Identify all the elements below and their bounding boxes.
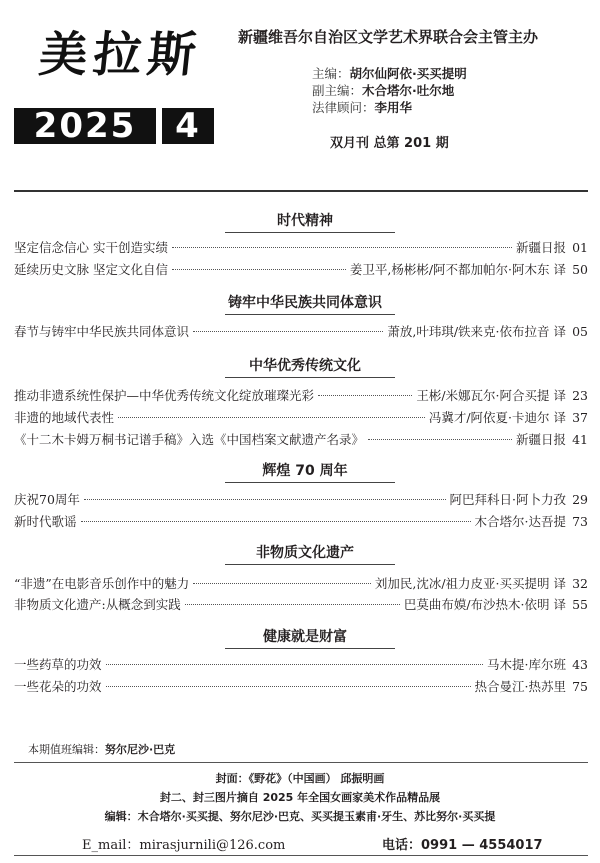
entry-page: 05 [572, 324, 588, 339]
phone-contact [382, 834, 543, 853]
entry-author: 木合塔尔·达吾提 [474, 514, 566, 529]
duty-editor [28, 741, 175, 757]
staff-editor [312, 64, 467, 82]
staff-label: 副主编： [312, 83, 363, 98]
staff-value: 李用华 [374, 100, 413, 115]
staff-label: 法律顾问： [312, 100, 375, 115]
entry-title: 推动非遗系统性保护—中华优秀传统文化绽放璀璨光彩 [14, 388, 315, 403]
entry-page: 41 [572, 432, 588, 447]
section-underline [225, 482, 395, 483]
toc-entry[interactable] [14, 238, 588, 256]
email-address[interactable]: mirasjurnili@126.com [139, 838, 286, 853]
entry-title: 坚定信念信心 实干创造实绩 [14, 240, 168, 255]
entry-page: 73 [572, 514, 588, 529]
entry-page: 37 [572, 410, 588, 425]
magazine-logo: 美拉斯 [36, 27, 205, 83]
leader-dots [193, 583, 371, 584]
divider [14, 190, 588, 192]
staff-value: 胡尔仙阿依·买买提明 [349, 66, 467, 81]
entry-author: 新疆日报 [515, 240, 566, 255]
entry-author: 姜卫平,杨彬彬/阿不都加帕尔·阿木东 译 [349, 262, 566, 277]
sponsor-line: 新疆维吾尔自治区文学艺术界联合会主管主办 [238, 28, 539, 46]
divider [14, 855, 588, 856]
toc-entry[interactable] [14, 595, 588, 613]
entry-title: 非遗的地域代表性 [14, 410, 115, 425]
email-contact [82, 834, 285, 853]
section-underline [225, 648, 395, 649]
entry-page: 29 [572, 492, 588, 507]
entry-title: 庆祝70周年 [14, 492, 80, 507]
entry-title: 新时代歌谣 [14, 514, 77, 529]
entry-author: 阿巴拜科日·阿卜力孜 [449, 492, 566, 507]
leader-dots [84, 499, 446, 500]
cover-credit: 封面：《野花》（中国画） 邱振明画 [215, 772, 385, 785]
toc-entry[interactable] [14, 512, 588, 530]
email-label: E_mail： [82, 838, 140, 853]
toc-entry[interactable] [14, 677, 588, 695]
entry-title: 非物质文化遗产:从概念到实践 [14, 597, 181, 612]
leader-dots [172, 269, 346, 270]
staff-legal-advisor [312, 98, 412, 116]
entry-page: 32 [572, 576, 588, 591]
entry-page: 43 [572, 657, 588, 672]
section-heading: 辉煌 70 周年 [262, 463, 348, 479]
duty-editor-label: 本期值班编辑： [28, 743, 105, 756]
toc-entry[interactable] [14, 490, 588, 508]
entry-author: 巴莫曲布嫫/布沙热木·依明 译 [403, 597, 566, 612]
section-heading: 时代精神 [277, 213, 333, 229]
issue-year: 2025 [14, 108, 156, 144]
entry-page: 55 [572, 597, 588, 612]
section-underline [225, 564, 395, 565]
leader-dots [193, 331, 383, 332]
issue-number: 4 [162, 108, 214, 144]
section-heading: 健康就是财富 [263, 629, 347, 645]
entry-author: 马木提·库尔班 [487, 657, 566, 672]
section-underline [225, 377, 395, 378]
leader-dots [185, 604, 400, 605]
leader-dots [368, 439, 512, 440]
toc-entry[interactable] [14, 655, 588, 673]
staff-label: 主编： [312, 66, 350, 81]
entry-author: 冯冀才/阿依夏·卡迪尔 译 [428, 410, 566, 425]
section-heading: 非物质文化遗产 [256, 545, 354, 561]
entry-title: 一些花朵的功效 [14, 679, 102, 694]
entry-author: 萧放,叶玮琪/铁来克·依布拉音 译 [387, 324, 566, 339]
toc-entry[interactable] [14, 260, 588, 278]
section-underline [225, 232, 395, 233]
leader-dots [106, 686, 471, 687]
leader-dots [318, 395, 412, 396]
divider [14, 762, 588, 763]
entry-page: 50 [572, 262, 588, 277]
entry-title: 《十二木卡姆万桐书记谱手稿》入选《中国档案文献遗产名录》 [14, 432, 365, 447]
toc-entry[interactable] [14, 430, 588, 448]
toc-entry[interactable] [14, 408, 588, 426]
section-underline [225, 314, 395, 315]
entry-page: 01 [572, 240, 588, 255]
entry-page: 23 [572, 388, 588, 403]
toc-entry[interactable] [14, 386, 588, 404]
toc-entry[interactable] [14, 322, 588, 340]
entry-title: 延续历史文脉 坚定文化自信 [14, 262, 168, 277]
issue-frequency: 双月刊 总第 201 期 [330, 136, 449, 151]
toc-entry[interactable] [14, 574, 588, 592]
inside-cover-credit: 封二、封三图片摘自 2025 年全国女画家美术作品精品展 [159, 791, 441, 804]
duty-editor-name: 努尔尼沙·巴克 [105, 743, 176, 756]
entry-author: 新疆日报 [515, 432, 566, 447]
leader-dots [172, 247, 512, 248]
leader-dots [81, 521, 471, 522]
entry-author: 热合曼江·热苏里 [474, 679, 566, 694]
editors-line: 编辑：木合塔尔·买买提、努尔尼沙·巴克、买买提玉素甫·牙生、苏比努尔·买买提 [104, 810, 496, 823]
staff-value: 木合塔尔·吐尔地 [362, 83, 455, 98]
entry-page: 75 [572, 679, 588, 694]
section-heading: 铸牢中华民族共同体意识 [228, 295, 382, 311]
entry-title: 一些药草的功效 [14, 657, 102, 672]
entry-title: “非遗”在电影音乐创作中的魅力 [14, 576, 190, 591]
leader-dots [118, 417, 425, 418]
phone-label: 电话： [382, 838, 422, 853]
entry-author: 王彬/米娜瓦尔·阿合买提 译 [416, 388, 566, 403]
entry-author: 刘加民,沈冰/祖力皮亚·买买提明 译 [374, 576, 566, 591]
section-heading: 中华优秀传统文化 [249, 358, 361, 374]
staff-deputy-editor [312, 81, 454, 99]
entry-title: 春节与铸牢中华民族共同体意识 [14, 324, 190, 339]
leader-dots [106, 664, 484, 665]
phone-number: 0991 — 4554017 [421, 838, 543, 853]
